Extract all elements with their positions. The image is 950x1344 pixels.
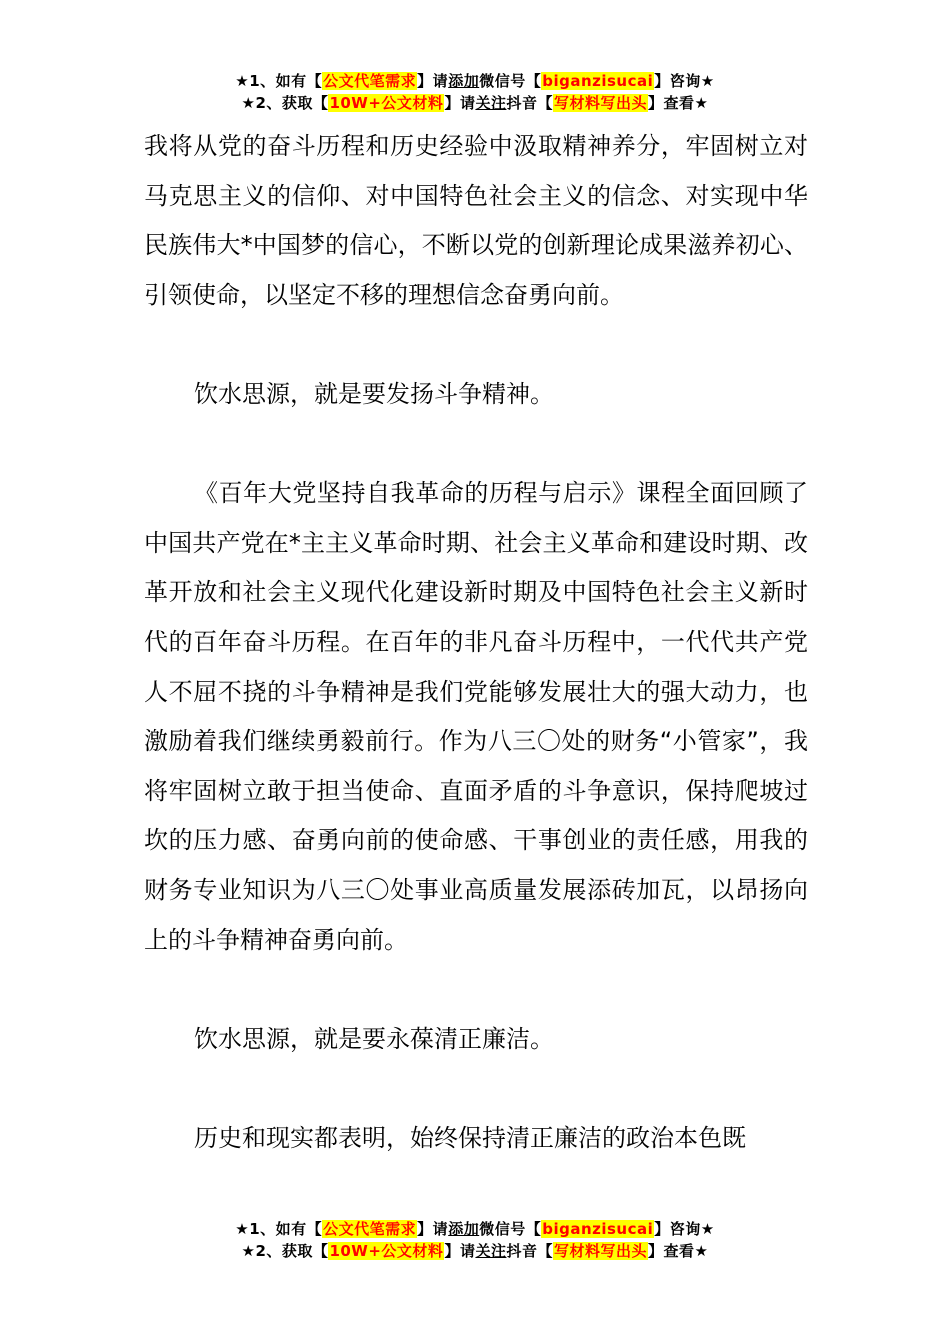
header-highlight-materials: 10W+公文材料 — [329, 94, 444, 112]
header-line-2-mid: 】请 — [444, 94, 476, 112]
header-line-2 — [0, 92, 950, 114]
paragraph-3: 《百年大党坚持自我革命的历程与启示》课程全面回顾了中国共产党在*主主义革命时期、社会主义革命和建设时期、改革开放和社会主义现代化建设新时期及中国特色社会主义新时代的百年奋斗历程。在百年的非凡奋斗历程中，一代代共产党人不屈不挠的斗争精神是我们党能够发展壮大的强大动力，也激励着我们继续勇毅前行。作为八三〇处的财务“小管家”，我将牢固树立敢于担当使命、直面矛盾的斗争意识，保持爬坡过坎的压力感、奋勇向前的使命感、干事创业的责任感，用我的财务专业知识为八三〇处事业高质量发展添砖加瓦，以昂扬向上的斗争精神奋勇向前。 — [144, 479, 808, 954]
footer-line-1-mid2: 微信号【 — [479, 1220, 542, 1238]
footer-highlight-writing-service: 公文代笔需求 — [323, 1220, 417, 1238]
header-highlight-wechat-id: biganzisucai — [542, 72, 654, 90]
header-highlight-douyin-account: 写材料写出头 — [553, 94, 647, 112]
footer-highlight-materials: 10W+公文材料 — [329, 1242, 444, 1260]
header-line-1-mid: 】请 — [417, 72, 449, 90]
footer-line-1-mid: 】请 — [417, 1220, 449, 1238]
footer-line-2 — [0, 1240, 950, 1262]
footer-line-2-prefix: ★2、获取【 — [241, 1242, 329, 1260]
header-underline-add: 添加 — [448, 72, 480, 90]
paragraph-4-heading: 饮水思源，就是要永葆清正廉洁。 — [194, 1024, 554, 1053]
footer-line-1-suffix: 】咨询★ — [654, 1220, 715, 1238]
paragraph-2-heading: 饮水思源，就是要发扬斗争精神。 — [194, 379, 554, 408]
header-line-1-prefix: ★1、如有【 — [235, 72, 323, 90]
footer-highlight-wechat-id: biganzisucai — [542, 1220, 654, 1238]
header-highlight-writing-service: 公文代笔需求 — [323, 72, 417, 90]
document-body — [144, 122, 808, 1163]
header-line-1-suffix: 】咨询★ — [654, 72, 715, 90]
footer-line-2-mid: 】请 — [444, 1242, 476, 1260]
paragraph-5: 历史和现实都表明，始终保持清正廉洁的政治本色既 — [194, 1123, 746, 1152]
footer-line-1 — [0, 1218, 950, 1240]
footer-line-2-mid2: 抖音【 — [506, 1242, 553, 1260]
footer-banner — [0, 1218, 950, 1262]
header-line-1 — [0, 70, 950, 92]
header-line-2-mid2: 抖音【 — [506, 94, 553, 112]
header-line-2-suffix: 】查看★ — [648, 94, 709, 112]
header-line-2-prefix: ★2、获取【 — [241, 94, 329, 112]
footer-line-1-prefix: ★1、如有【 — [235, 1220, 323, 1238]
header-line-1-mid2: 微信号【 — [479, 72, 542, 90]
footer-underline-follow: 关注 — [475, 1242, 507, 1260]
header-banner — [0, 70, 950, 114]
paragraph-1: 我将从党的奋斗历程和历史经验中汲取精神养分，牢固树立对马克思主义的信仰、对中国特色社会主义的信念、对实现中华民族伟大*中国梦的信心，不断以党的创新理论成果滋养初心、引领使命，以坚定不移的理想信念奋勇向前。 — [144, 132, 808, 309]
footer-underline-add: 添加 — [448, 1220, 480, 1238]
footer-line-2-suffix: 】查看★ — [648, 1242, 709, 1260]
header-underline-follow: 关注 — [475, 94, 507, 112]
footer-highlight-douyin-account: 写材料写出头 — [553, 1242, 647, 1260]
